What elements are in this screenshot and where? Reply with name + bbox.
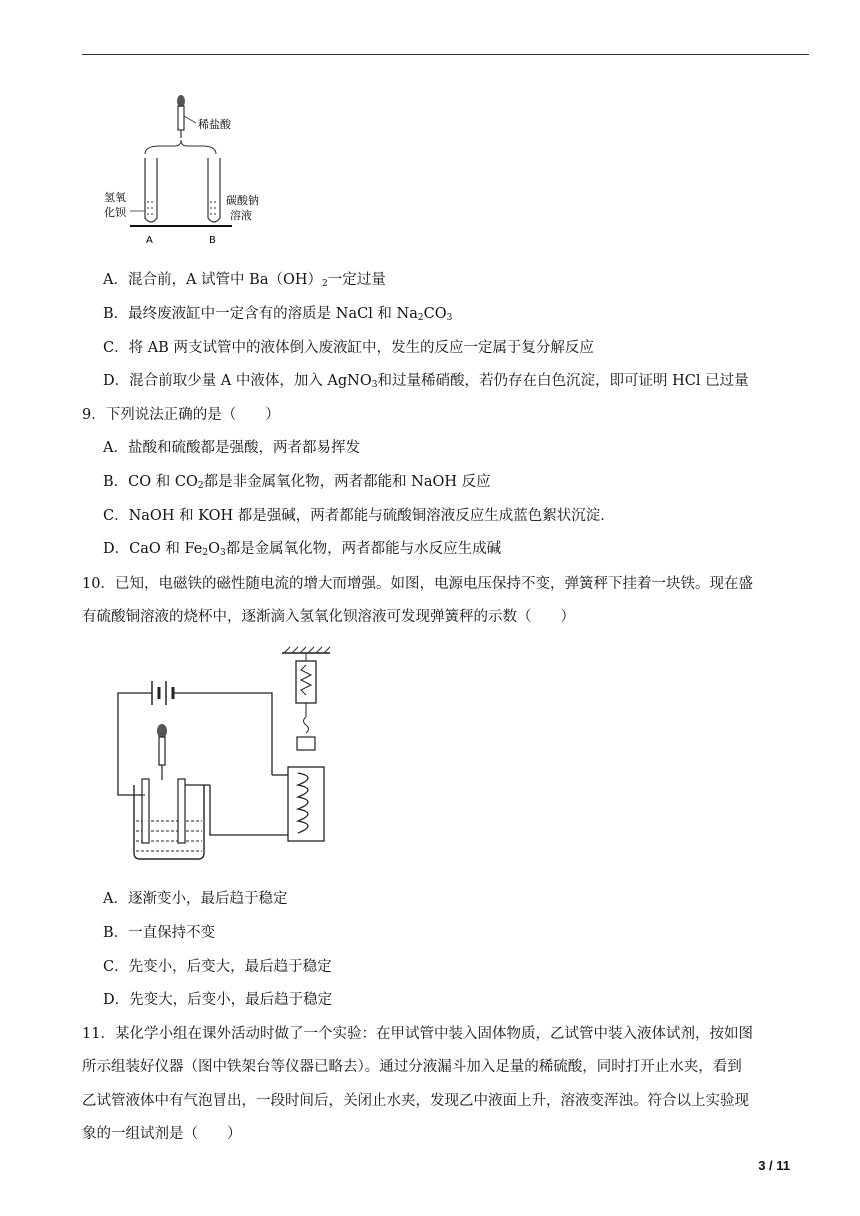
q11-line-1: 11．某化学小组在课外活动时做了一个实验：在甲试管中装入固体物质，乙试管中装入液体试剂，按如图 [82,1026,753,1042]
page-number: 3 / 11 [758,1158,790,1173]
q11-line-4: 象的一组试剂是（ ） [82,1126,242,1142]
q10-stem-line-2: 有硫酸铜溶液的烧杯中，逐渐滴入氢氧化钡溶液可发现弹簧秤的示数（ ） [82,609,575,625]
q8-option-a[interactable]: A．混合前，A 试管中 $Ba(OH)_2$一定过量 [103,272,386,289]
q10-option-a[interactable]: A．逐渐变小，最后趋于稳定 [103,891,288,907]
q10-option-b[interactable]: B．一直保持不变 [103,925,216,941]
svg-text:溶液: 溶液 [230,209,252,222]
svg-text:氢氧: 氢氧 [104,191,126,204]
q9-option-d[interactable]: D．CaO 和 $Fe_2O_3$都是金属氧化物，两者都能与水反应生成碱 [103,541,502,558]
q10-option-c[interactable]: C．先变小，后变大，最后趋于稳定 [103,959,332,975]
circuit-figure [112,645,352,870]
q11-line-2: 所示组装好仪器（图中铁架台等仪器已略去）。通过分液漏斗加入足量的稀硫酸，同时打开止水夹，看到 [82,1059,742,1075]
q10-option-d[interactable]: D．先变大，后变小，最后趋于稳定 [103,992,333,1008]
svg-text:碳酸钠: 碳酸钠 [226,194,259,207]
q11-line-3: 乙试管液体中有气泡冒出，一段时间后，关闭止水夹，发现乙中液面上升，溶液变浑浊。符合以上实验现 [82,1093,749,1109]
header-rule [82,54,809,55]
q9-option-a[interactable]: A．盐酸和硫酸都是强酸，两者都易挥发 [103,440,360,456]
acid-label: 稀盐酸 [198,118,231,131]
svg-text:化钡: 化钡 [104,206,126,219]
q8-option-c[interactable]: C．将 AB 两支试管中的液体倒入废液缸中，发生的反应一定属于复分解反应 [103,340,594,356]
test-tube-figure [100,92,280,252]
q8-option-b[interactable]: B．最终废液缸中一定含有的溶质是 NaCl 和 $Na_2CO_3$ [103,306,453,323]
svg-text:B: B [209,235,216,246]
q9-option-b[interactable]: B．CO 和 $CO_2$都是非金属氧化物，两者都能和 NaOH 反应 [103,474,491,491]
svg-text:A: A [146,235,153,246]
q9-option-c[interactable]: C．NaOH 和 KOH 都是强碱，两者都能与硫酸铜溶液反应生成蓝色絮状沉淀． [103,508,615,524]
q9-stem: 9．下列说法正确的是（ ） [82,407,280,423]
q10-stem-line-1: 10．已知，电磁铁的磁性随电流的增大而增强。如图，电源电压保持不变，弹簧秤下挂着一块铁。现在盛 [82,576,753,592]
q8-option-d[interactable]: D．混合前取少量 A 中液体，加入 AgNO$_3$和过量稀硝酸，若仍存在白色沉淀，即可证明 HCl 已过量 [103,373,749,390]
